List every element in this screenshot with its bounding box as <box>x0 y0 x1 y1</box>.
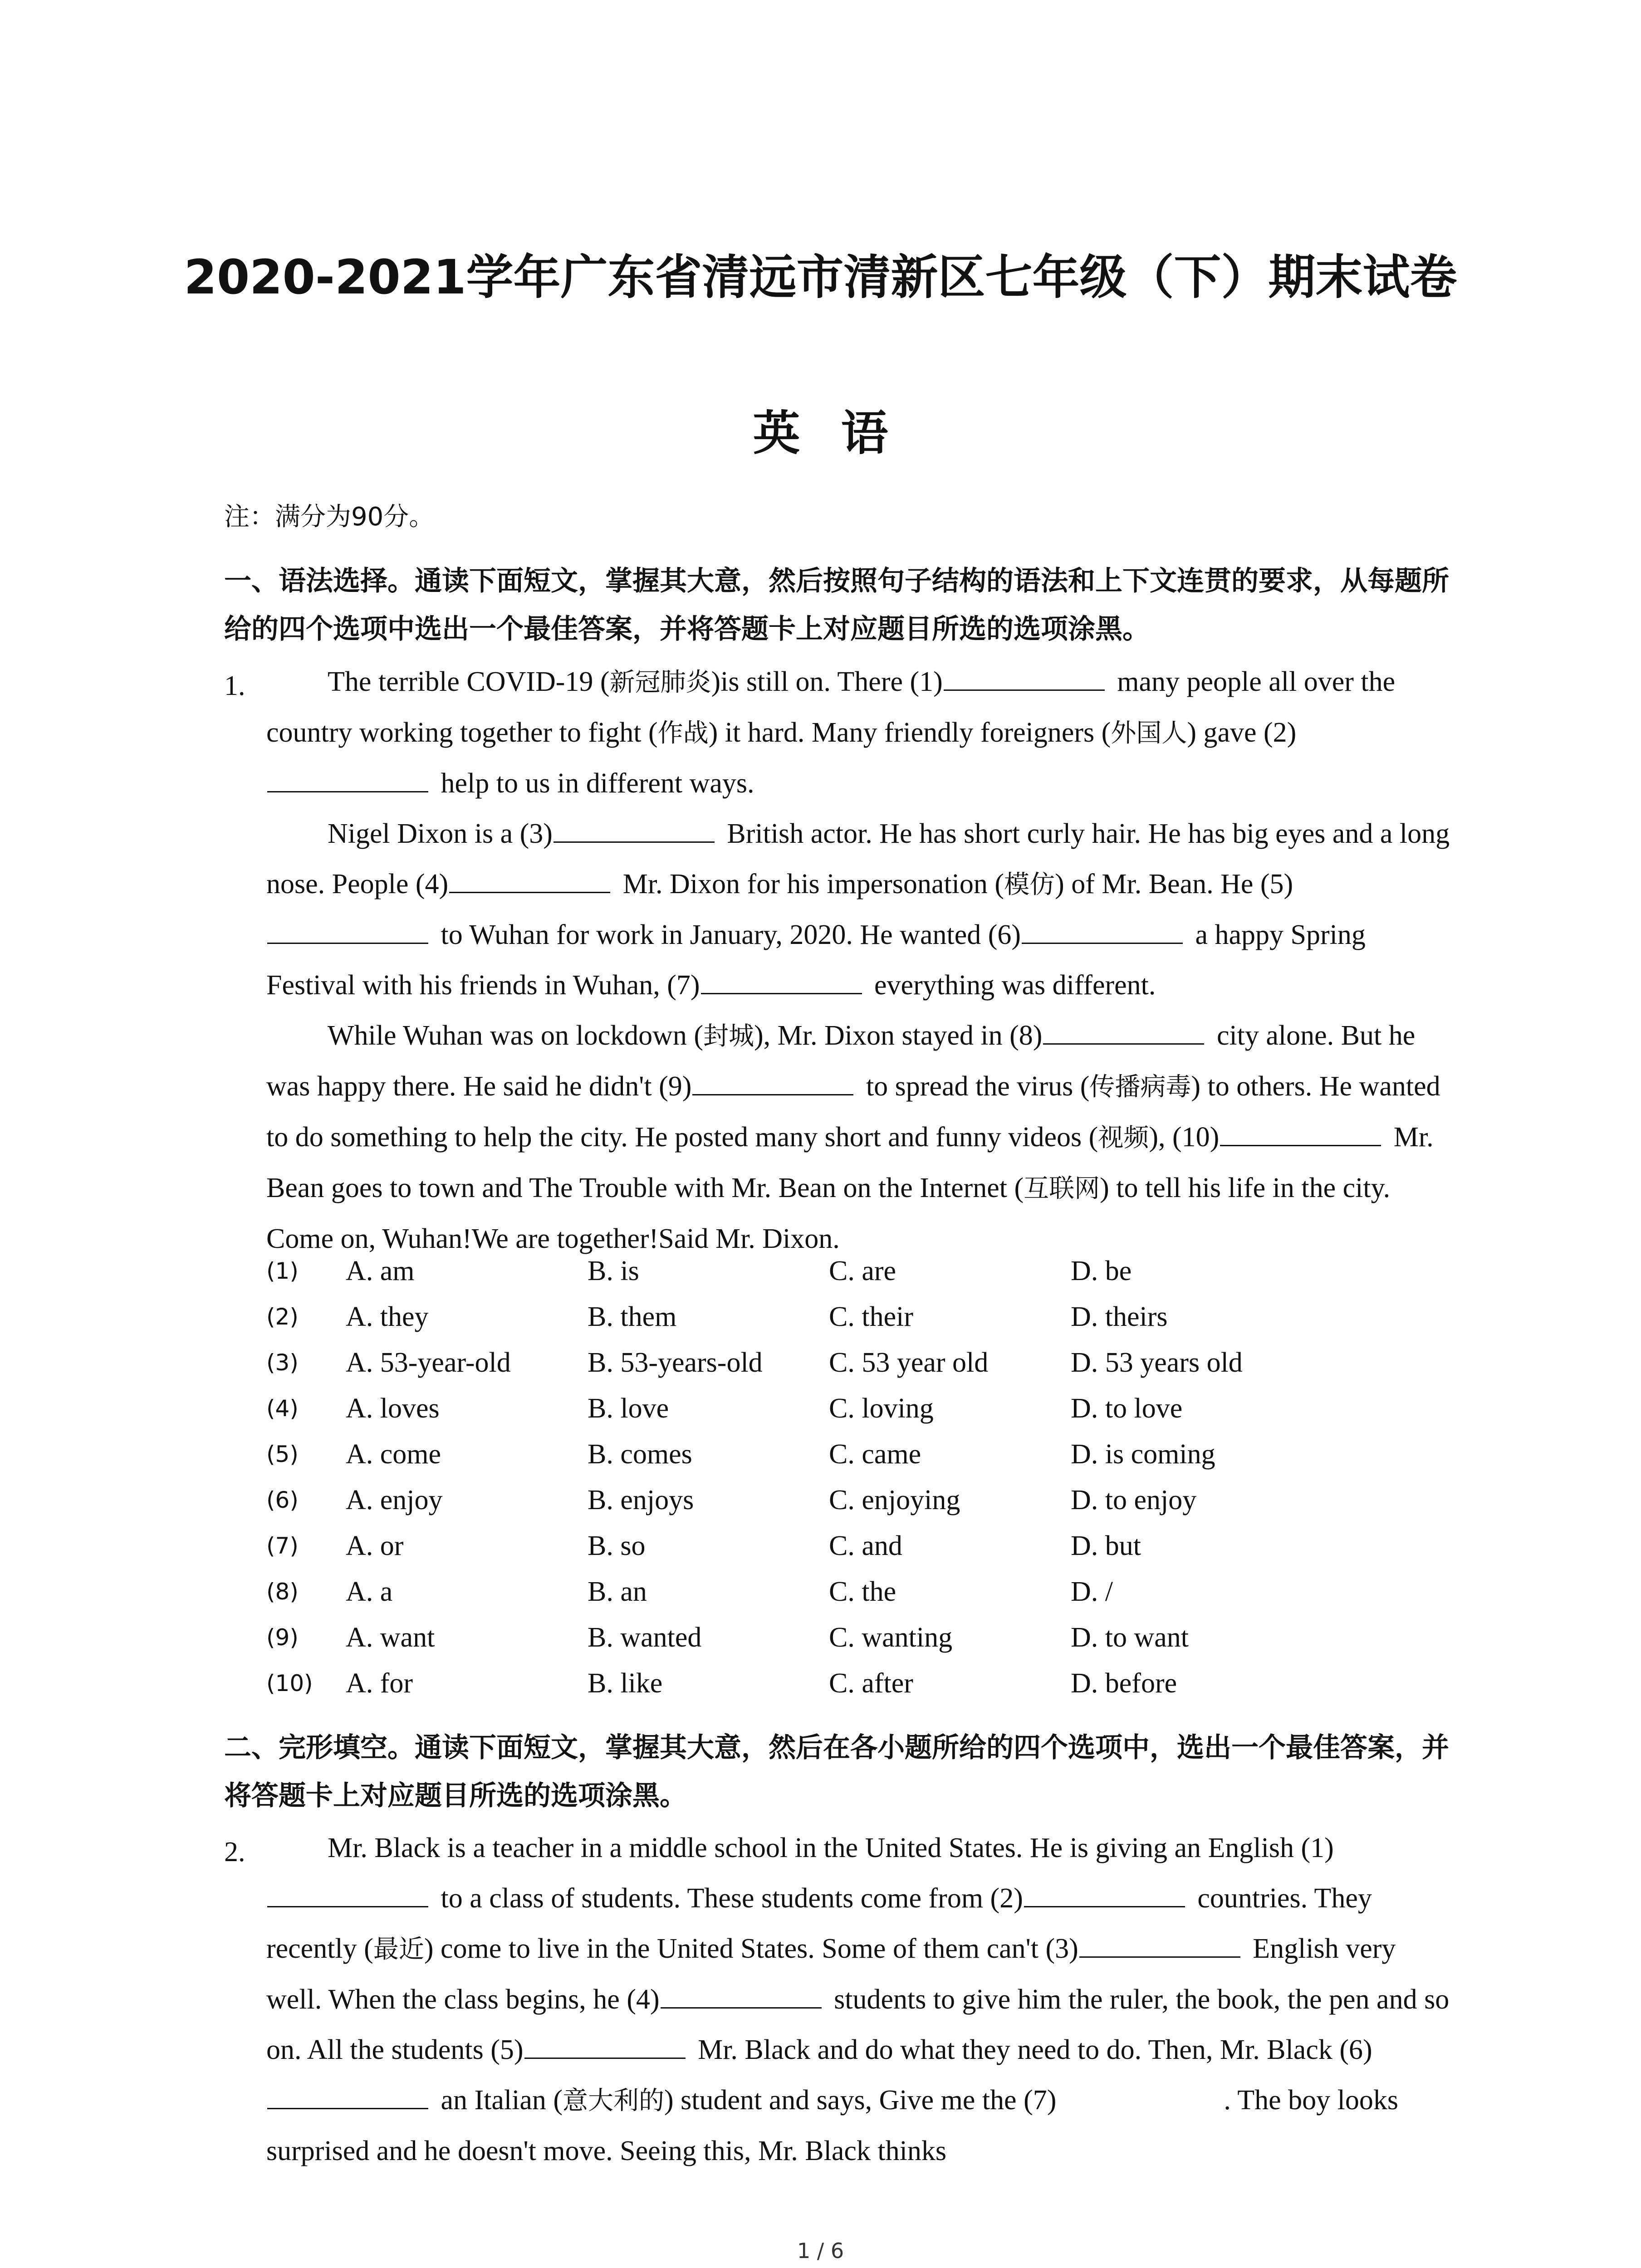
option-d[interactable]: D. before <box>1071 1668 1177 1699</box>
option-d[interactable]: D. to want <box>1071 1622 1189 1653</box>
question-1-options <box>266 1248 1450 1706</box>
answer-blank <box>267 2080 428 2109</box>
option-b[interactable]: B. so <box>588 1530 646 1561</box>
option-d[interactable]: D. theirs <box>1071 1301 1168 1332</box>
option-c[interactable]: C. after <box>829 1668 913 1699</box>
option-b[interactable]: B. love <box>588 1393 669 1424</box>
option-row: (5) A. come B. comes C. came D. is coming <box>266 1432 1450 1477</box>
option-row: (4) A. loves B. love C. loving D. to love <box>266 1386 1450 1432</box>
option-b[interactable]: B. wanted <box>588 1622 702 1653</box>
option-b[interactable]: B. is <box>588 1256 639 1286</box>
answer-blank <box>524 2029 686 2059</box>
answer-blank <box>944 661 1105 691</box>
option-a[interactable]: A. a <box>346 1576 393 1607</box>
question-1-passage <box>266 657 1450 1264</box>
option-a[interactable]: A. loves <box>346 1393 440 1424</box>
answer-blank <box>1079 1928 1240 1958</box>
option-b[interactable]: B. comes <box>588 1439 692 1470</box>
section-1-heading: 一、语法选择。通读下面短文，掌握其大意，然后按照句子结构的语法和上下文连贯的要求，从每题所给的四个选项中选出一个最佳答案，并将答题卡上对应题目所选的选项涂黑。 <box>224 565 1449 645</box>
option-c[interactable]: C. are <box>829 1256 896 1286</box>
option-row: (1) A. am B. is C. are D. be <box>266 1248 1450 1294</box>
option-c[interactable]: C. the <box>829 1576 896 1607</box>
option-d[interactable]: D. to enjoy <box>1071 1485 1197 1515</box>
option-a[interactable]: A. want <box>346 1622 435 1653</box>
option-b[interactable]: B. an <box>588 1576 647 1607</box>
question-1-number: 1. <box>224 670 245 701</box>
option-row: (10) A. for B. like C. after D. before <box>266 1661 1450 1706</box>
option-c[interactable]: C. their <box>829 1301 913 1332</box>
option-c[interactable]: C. and <box>829 1530 902 1561</box>
answer-blank <box>554 813 715 843</box>
page-number: 1 / 6 <box>797 2239 844 2263</box>
question-2-number: 2. <box>224 1837 245 1867</box>
answer-blank <box>267 1878 428 1907</box>
passage-paragraph: The terrible COVID-19 (新冠肺炎)is still on. There (1) many people all over the country working together to fight (作战) it hard. Many friendly foreigners (外国人) gave (2) help to us in different ways. <box>266 657 1450 809</box>
section-2-heading: 二、完形填空。通读下面短文，掌握其大意，然后在各小题所给的四个选项中，选出一个最佳答案，并将答题卡上对应题目所选的选项涂黑。 <box>224 1732 1449 1812</box>
option-row: (7) A. or B. so C. and D. but <box>266 1523 1450 1569</box>
answer-blank <box>1024 1878 1185 1907</box>
option-a[interactable]: A. am <box>346 1256 415 1286</box>
question-2-passage <box>266 1823 1450 2176</box>
option-b[interactable]: B. like <box>588 1668 663 1699</box>
answer-blank <box>1220 1117 1381 1146</box>
exam-title: 2020-2021学年广东省清远市清新区七年级（下）期末试卷 <box>184 249 1457 305</box>
option-a[interactable]: A. for <box>346 1668 413 1699</box>
passage-paragraph: Mr. Black is a teacher in a middle school in the United States. He is giving an English (1) to a class of students. These students come from (2) countries. They recently (最近) come to live in the United States. Some of them can't (3) English very well. When the class begins, he (4) students to give him the ruler, the book, the pen and so on. All the students (5) Mr. Black and do what they need to do. Then, Mr. Black (6) an Italian (意大利的) student and says, Give me the (7) . The boy looks surprised and he doesn't move. Seeing this, Mr. Black thinks <box>266 1833 1450 2166</box>
answer-blank <box>661 1979 822 2009</box>
passage-paragraph: Nigel Dixon is a (3) British actor. He has short curly hair. He has big eyes and a long nose. People (4) Mr. Dixon for his impersonation (模仿) of Mr. Bean. He (5) to Wuhan for work in January, 2020. He wanted (6) a happy Spring Festival with his friends in Wuhan, (7) everything was different. <box>266 809 1450 1011</box>
option-row: (8) A. a B. an C. the D. / <box>266 1569 1450 1615</box>
answer-blank <box>1057 2081 1218 2109</box>
option-row: (6) A. enjoy B. enjoys C. enjoying D. to enjoy <box>266 1477 1450 1523</box>
subject-title: 英语 <box>753 406 929 461</box>
option-row: (3) A. 53-year-old B. 53-years-old C. 53 year old D. 53 years old <box>266 1340 1450 1386</box>
option-d[interactable]: D. 53 years old <box>1071 1347 1243 1378</box>
option-b[interactable]: B. 53-years-old <box>588 1347 763 1378</box>
option-d[interactable]: D. but <box>1071 1530 1141 1561</box>
option-b[interactable]: B. enjoys <box>588 1485 694 1515</box>
option-a[interactable]: A. 53-year-old <box>346 1347 511 1378</box>
answer-blank <box>449 864 610 893</box>
score-note: 注：满分为90分。 <box>224 502 435 532</box>
option-a[interactable]: A. come <box>346 1439 441 1470</box>
option-c[interactable]: C. 53 year old <box>829 1347 989 1378</box>
answer-blank <box>1022 914 1183 944</box>
option-d[interactable]: D. / <box>1071 1576 1113 1607</box>
option-c[interactable]: C. loving <box>829 1393 934 1424</box>
answer-blank <box>267 763 428 792</box>
option-d[interactable]: D. be <box>1071 1256 1132 1286</box>
passage-paragraph: While Wuhan was on lockdown (封城), Mr. Dixon stayed in (8) city alone. But he was happy there. He said he didn't (9) to spread the virus (传播病毒) to others. He wanted to do something to help the city. He posted many short and funny videos (视频), (10) Mr. Bean goes to town and The Trouble with Mr. Bean on the Internet (互联网) to tell his life in the city. Come on, Wuhan!We are together!Said Mr. Dixon. <box>266 1011 1450 1264</box>
option-c[interactable]: C. enjoying <box>829 1485 960 1515</box>
option-c[interactable]: C. wanting <box>829 1622 953 1653</box>
option-a[interactable]: A. enjoy <box>346 1485 443 1515</box>
option-row: (9) A. want B. wanted C. wanting D. to want <box>266 1615 1450 1661</box>
option-b[interactable]: B. them <box>588 1301 677 1332</box>
option-a[interactable]: A. or <box>346 1530 404 1561</box>
option-a[interactable]: A. they <box>346 1301 429 1332</box>
answer-blank <box>701 965 862 994</box>
option-d[interactable]: D. to love <box>1071 1393 1183 1424</box>
answer-blank <box>1043 1015 1204 1045</box>
answer-blank <box>267 914 428 944</box>
option-row: (2) A. they B. them C. their D. theirs <box>266 1294 1450 1340</box>
option-d[interactable]: D. is coming <box>1071 1439 1215 1470</box>
answer-blank <box>692 1066 853 1095</box>
option-c[interactable]: C. came <box>829 1439 921 1470</box>
